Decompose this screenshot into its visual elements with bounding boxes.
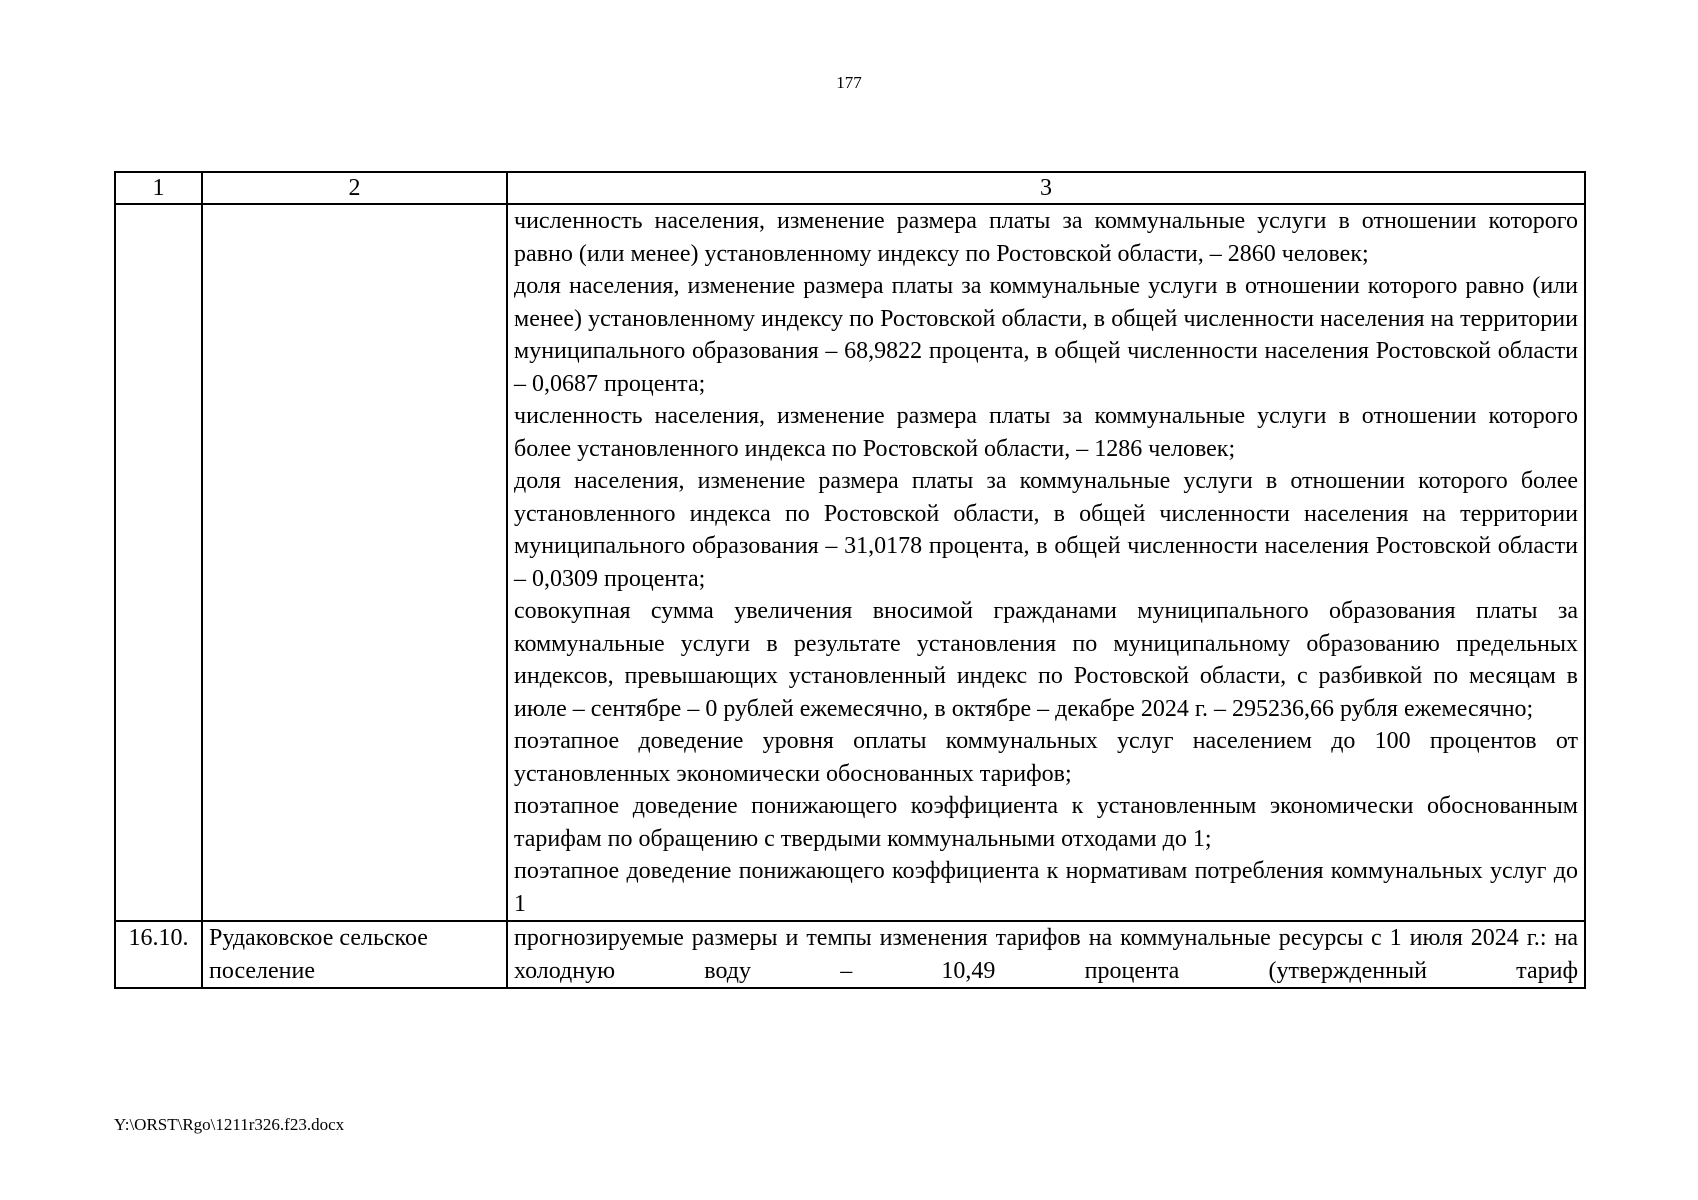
column-header-3: 3 <box>507 172 1585 204</box>
document-table <box>114 171 1586 989</box>
content-paragraph: доля населения, изменение размера платы за коммунальные услуги в отношении которого равно (или менее) установленному индексу по Ростовской области, в общей численности населения на территории муниципального образования – 68,9822 процента, в общей численности населения Ростовской области – 0,0687 процента; <box>514 273 1578 397</box>
content-paragraph: прогнозируемые размеры и темпы изменения тарифов на коммунальные ресурсы с 1 июля 2024 г.: на холодную воду – 10,49 процента (утвержденный тариф <box>514 925 1578 984</box>
table-row <box>115 204 1585 921</box>
column-header-1: 1 <box>115 172 202 204</box>
table-header-row <box>115 172 1585 204</box>
content-paragraph: численность населения, изменение размера платы за коммунальные услуги в отношении которого равно (или менее) установленному индексу по Ростовской области, – 2860 человек; <box>514 208 1578 267</box>
content-paragraph: совокупная сумма увеличения вносимой гражданами муниципального образования платы за коммунальные услуги в результате установления по муниципальному образованию предельных индексов, превышающих установленный индекс по Ростовской области, с разбивкой по месяцам в июле – сентябре – 0 рублей ежемесячно, в октябре – декабре 2024 г. – 295236,66 рубля ежемесячно; <box>514 598 1578 722</box>
column-header-2: 2 <box>202 172 507 204</box>
row-content-cell <box>507 921 1585 988</box>
table-row <box>115 921 1585 988</box>
truncated-content <box>514 922 1578 985</box>
row-number-cell <box>115 204 202 921</box>
content-paragraph: численность населения, изменение размера платы за коммунальные услуги в отношении которого более установленного индекса по Ростовской области, – 1286 человек; <box>514 403 1578 462</box>
content-paragraph: поэтапное доведение понижающего коэффициента к установленным экономически обоснованным тарифам по обращению с твердыми коммунальными отходами до 1; <box>514 793 1578 852</box>
row-name-cell <box>202 204 507 921</box>
file-path-footer: Y:\ORST\Rgo\1211r326.f23.docx <box>114 1115 345 1134</box>
row-number-cell: 16.10. <box>115 921 202 988</box>
content-paragraph: поэтапное доведение уровня оплаты коммунальных услуг населением до 100 процентов от установленных экономически обоснованных тарифов; <box>514 728 1578 787</box>
row-content-cell <box>507 204 1585 921</box>
page-number: 177 <box>836 73 862 92</box>
content-paragraph: поэтапное доведение понижающего коэффициента к нормативам потребления коммунальных услуг до 1 <box>514 858 1578 917</box>
content-paragraph: доля населения, изменение размера платы за коммунальные услуги в отношении которого более установленного индекса по Ростовской области, в общей численности населения на территории муниципального образования – 31,0178 процента, в общей численности населения Ростовской области – 0,0309 процента; <box>514 468 1578 592</box>
row-name-cell: Рудаковское сельское поселение <box>202 921 507 988</box>
